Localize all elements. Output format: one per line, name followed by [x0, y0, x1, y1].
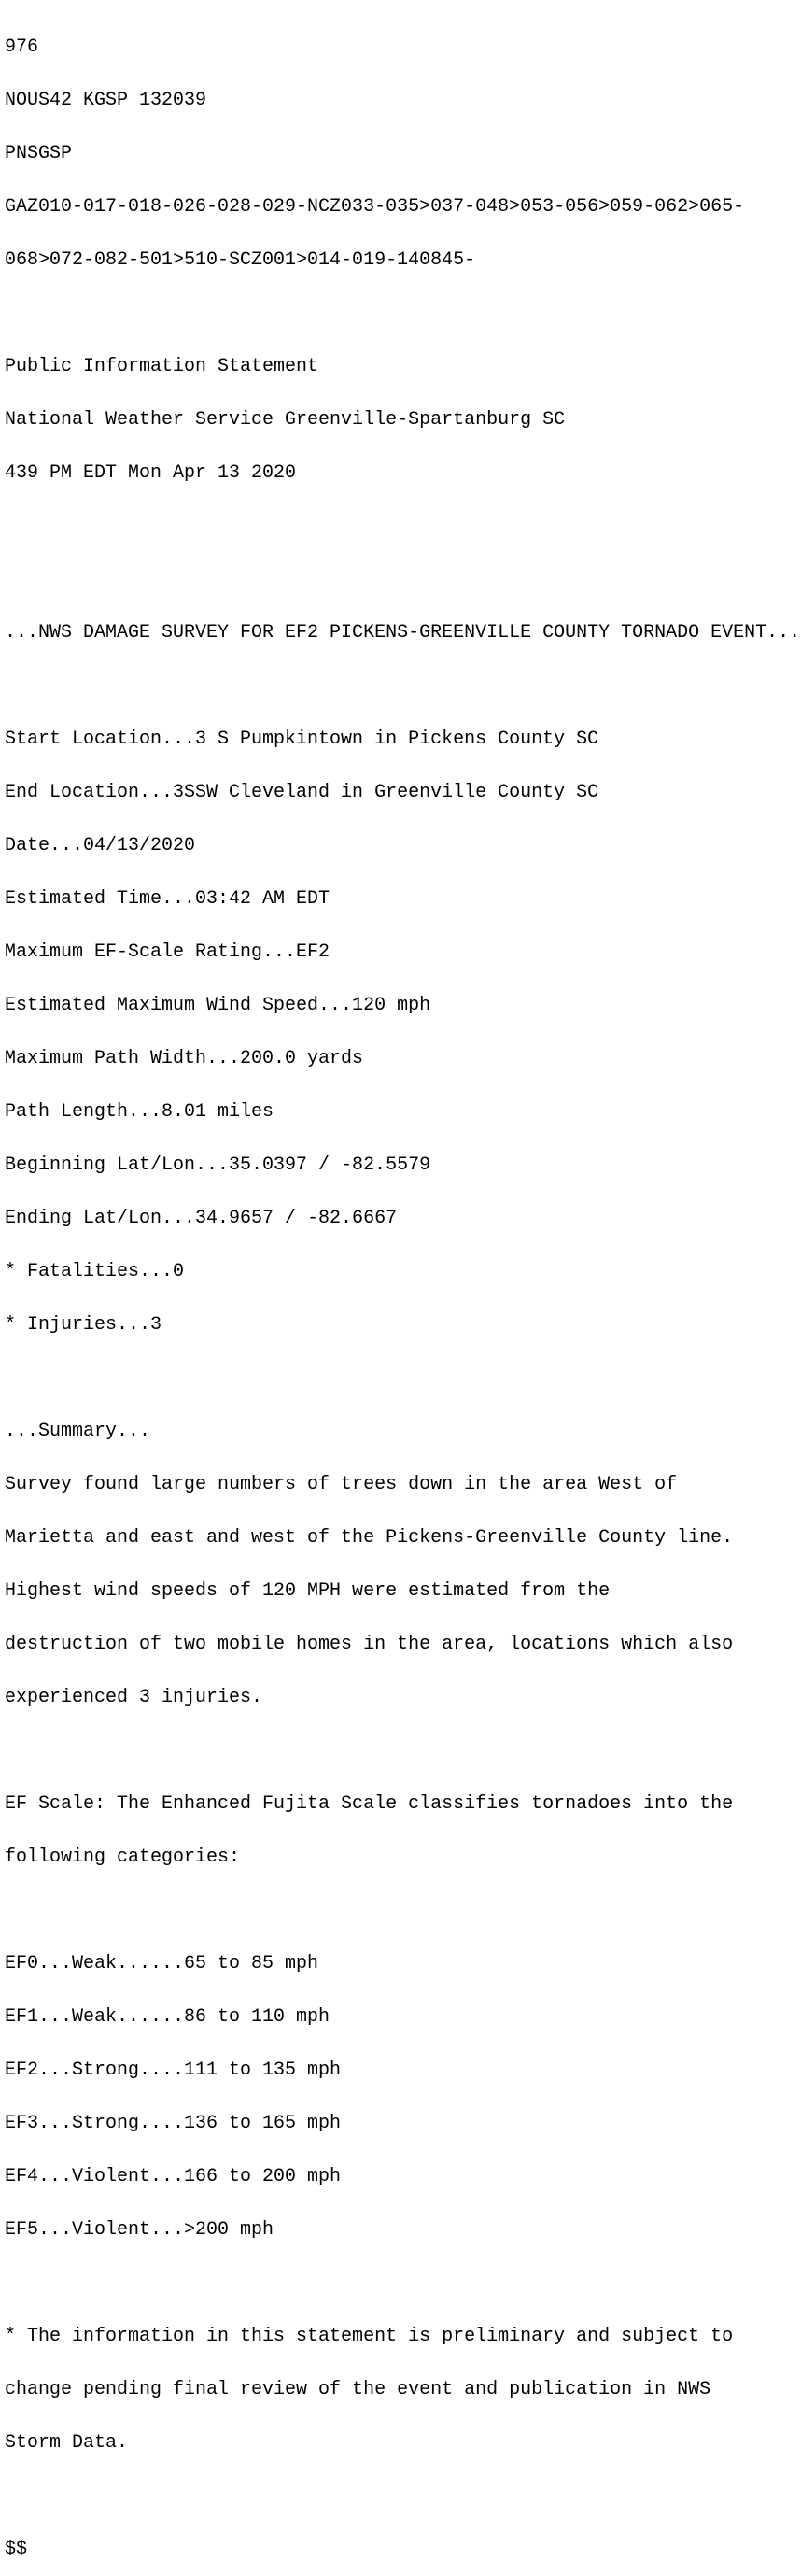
ef-scale-intro: following categories: [5, 1847, 241, 1868]
estimated-time: Estimated Time...03:42 AM EDT [5, 888, 330, 910]
nws-statement-document [5, 3, 800, 2576]
summary-heading: ...Summary... [5, 1421, 151, 1442]
summary-text-line: Marietta and east and west of the Pickens-Greenville County line. [5, 1527, 734, 1549]
ef-scale-intro: EF Scale: The Enhanced Fujita Scale classifies tornadoes into the [5, 1793, 734, 1815]
summary-text-line: destruction of two mobile homes in the area, locations which also [5, 1634, 734, 1655]
ef-scale-row-ef5: EF5...Violent...>200 mph [5, 2219, 274, 2241]
ef-scale-row-ef3: EF3...Strong....136 to 165 mph [5, 2113, 342, 2134]
summary-text-line: experienced 3 injuries. [5, 1687, 263, 1708]
awips-identifier: PNSGSP [5, 143, 73, 164]
path-length: Path Length...8.01 miles [5, 1101, 274, 1123]
product-sequence-number: 976 [5, 36, 39, 58]
blank-line [5, 1742, 800, 1760]
ef-scale-row-ef2: EF2...Strong....111 to 135 mph [5, 2059, 342, 2081]
ugc-zone-codes-line-1: GAZ010-017-018-026-028-029-NCZ033-035>037-048>053-056>059-062>065- [5, 196, 745, 218]
start-location: Start Location...3 S Pumpkintown in Pickens County SC [5, 729, 599, 750]
fatalities: * Fatalities...0 [5, 1261, 185, 1282]
blank-line [5, 571, 800, 588]
statement-title: Public Information Statement [5, 356, 319, 377]
beginning-lat-lon: Beginning Lat/Lon...35.0397 / -82.5579 [5, 1154, 431, 1176]
max-wind-speed: Estimated Maximum Wind Speed...120 mph [5, 995, 431, 1016]
blank-line [5, 1902, 800, 1919]
disclaimer-line: * The information in this statement is preliminary and subject to [5, 2326, 734, 2347]
blank-line [5, 517, 800, 535]
blank-line [5, 2274, 800, 2292]
survey-headline: ...NWS DAMAGE SURVEY FOR EF2 PICKENS-GREENVILLE COUNTY TORNADO EVENT... [5, 622, 801, 644]
max-ef-rating: Maximum EF-Scale Rating...EF2 [5, 941, 330, 963]
end-of-product-marker: $$ [5, 2539, 28, 2560]
blank-line [5, 2487, 800, 2505]
injuries: * Injuries...3 [5, 1314, 162, 1336]
end-location: End Location...3SSW Cleveland in Greenville County SC [5, 782, 599, 803]
issue-time: 439 PM EDT Mon Apr 13 2020 [5, 462, 297, 484]
disclaimer-line: change pending final review of the event and publication in NWS [5, 2379, 711, 2400]
max-path-width: Maximum Path Width...200.0 yards [5, 1048, 364, 1069]
issuing-office: National Weather Service Greenville-Spartanburg SC [5, 409, 566, 431]
blank-line [5, 677, 800, 695]
event-date: Date...04/13/2020 [5, 835, 196, 856]
ef-scale-row-ef4: EF4...Violent...166 to 200 mph [5, 2166, 342, 2187]
summary-text-line: Survey found large numbers of trees down in the area West of [5, 1474, 678, 1495]
disclaimer-line: Storm Data. [5, 2432, 129, 2454]
wmo-header: NOUS42 KGSP 132039 [5, 90, 207, 111]
ending-lat-lon: Ending Lat/Lon...34.9657 / -82.6667 [5, 1208, 398, 1229]
blank-line [5, 304, 800, 322]
ef-scale-row-ef1: EF1...Weak......86 to 110 mph [5, 2006, 330, 2028]
summary-text-line: Highest wind speeds of 120 MPH were estimated from the [5, 1580, 611, 1602]
ugc-zone-codes-line-2: 068>072-082-501>510-SCZ001>014-019-140845- [5, 249, 476, 271]
ef-scale-row-ef0: EF0...Weak......65 to 85 mph [5, 1953, 319, 1974]
blank-line [5, 1369, 800, 1387]
